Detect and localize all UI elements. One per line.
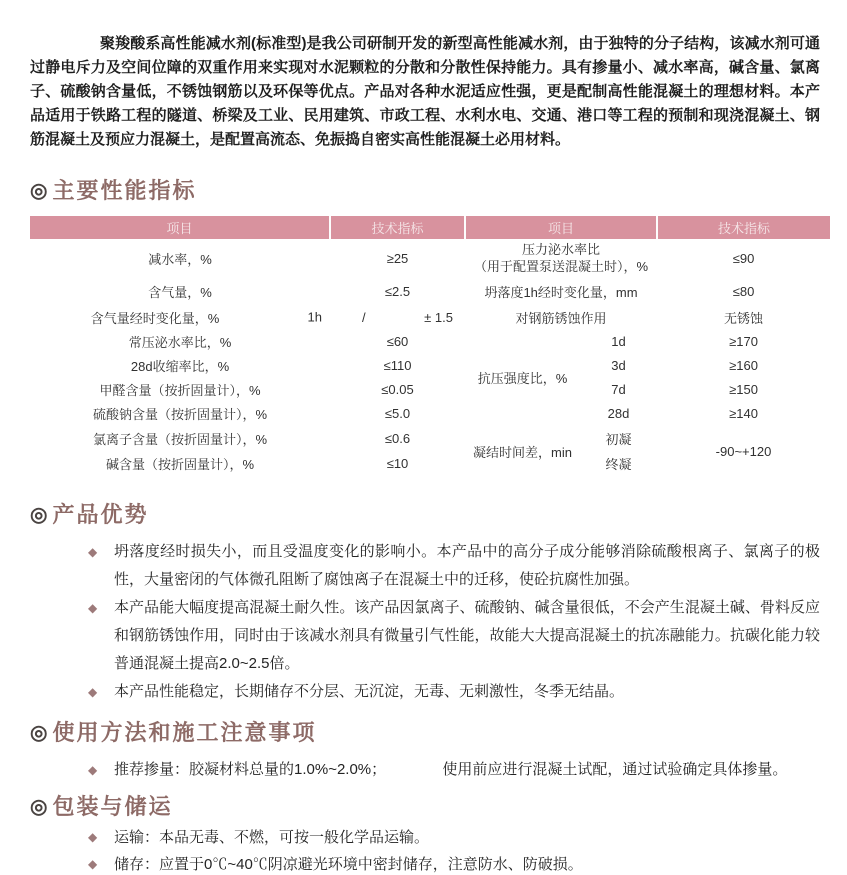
cell-slump-change-label: 坍落度1h经时变化量，mm: [484, 284, 638, 300]
storage-text: 储存：应置于0℃~40℃阴凉避光环境中密封储存，注意防水、防破损。: [114, 856, 583, 873]
cell-bleeding-ratio-label: 常压泌水率比，%: [128, 334, 232, 350]
table-row: [30, 426, 830, 451]
cell-slump-change-value: ≤80: [732, 283, 755, 299]
cell-compressive-label: 抗压强度比，%: [477, 371, 568, 386]
section-title-performance: 主要性能指标: [52, 178, 197, 203]
cell-sodium-sulfate-label: 硫酸钠含量（按折固量计），%: [92, 407, 268, 422]
section-title-usage: 使用方法和施工注意事项: [52, 720, 317, 745]
cell-air-content-label: 含气量，%: [148, 284, 212, 300]
diamond-bullet-icon: ◆: [88, 763, 98, 777]
usage-trial-note: 使用前应进行混凝土试配，通过试验确定具体掺量。: [442, 761, 788, 778]
transport-text: 运输：本品无毒、不燃，可按一般化学品运输。: [114, 829, 430, 846]
cell-sodium-sulfate-value: ≤5.0: [384, 406, 411, 421]
table-row: [30, 401, 830, 426]
cell-shrinkage-label: 28d收缩率比，%: [130, 358, 230, 374]
packing-list: [30, 824, 820, 875]
cell-alkali-value: ≤10: [386, 456, 409, 471]
air-change-value: ± 1.5: [424, 309, 453, 325]
advantage-item: [88, 594, 820, 678]
diamond-bullet-icon: ◆: [88, 857, 98, 871]
advantage-item: [88, 678, 820, 706]
advantage-text: 坍落度经时损失小，而且受温度变化的影响小。本产品中的高分子成分能够消除硫酸根离子、氯离子的极性，大量密闭的气体微孔阻断了腐蚀离子在混凝土中的迁移，使砼抗腐性加强。: [114, 543, 820, 588]
section-marker-icon: ◎: [30, 504, 48, 526]
table-row: [30, 305, 830, 329]
cell-setting-time-label: 凝结时间差，min: [473, 444, 572, 460]
table-row: [30, 329, 830, 353]
packing-item-transport: [88, 824, 820, 851]
cell-alkali-label: 碱含量（按折固量计），%: [105, 457, 255, 472]
cell-compressive-value-28d: ≥140: [729, 406, 758, 421]
section-title-packing: 包装与储运: [52, 794, 173, 819]
cell-formaldehyde-value: ≤0.05: [381, 381, 414, 397]
cell-setting-final: 终凝: [605, 457, 632, 472]
section-heading-performance: [30, 176, 820, 206]
table-header-row: [30, 216, 830, 239]
col-header-item-right: 项目: [465, 216, 657, 239]
cell-compressive-age-28d: 28d: [607, 406, 630, 421]
col-header-item-left: 项目: [30, 216, 330, 239]
section-title-advantages: 产品优势: [52, 502, 149, 527]
cell-setting-initial: 初凝: [605, 432, 632, 447]
table-row: [30, 277, 830, 305]
cell-formaldehyde-label: 甲醛含量（按折固量计），%: [99, 382, 261, 398]
section-heading-packing: [30, 792, 820, 822]
diamond-bullet-icon: ◆: [88, 685, 98, 699]
section-heading-usage: [30, 718, 820, 748]
cell-compressive-age-7d: 7d: [611, 381, 626, 397]
col-header-spec-left: 技术指标: [330, 216, 465, 239]
table-row: [30, 353, 830, 377]
cell-pressure-bleeding-label: [465, 239, 657, 277]
cell-compressive-value-7d: ≥150: [729, 381, 758, 397]
cell-air-change-value: [330, 305, 465, 329]
cell-air-content-value: ≤2.5: [384, 283, 411, 299]
cell-pressure-bleeding-value: ≤90: [732, 250, 755, 266]
section-heading-advantages: [30, 500, 820, 530]
usage-dosage: 推荐掺量：胶凝材料总量的1.0%~2.0%；: [114, 761, 387, 778]
advantages-list: [30, 538, 820, 706]
packing-item-storage: [88, 851, 820, 875]
advantage-text: 本产品性能稳定，长期储存不分层、无沉淀，无毒、无刺激性，冬季无结晶。: [114, 683, 625, 700]
performance-table: [30, 216, 830, 476]
pressure-bleeding-line1: 压力泌水率比: [522, 242, 601, 257]
cell-corrosion-value: 无锈蚀: [724, 310, 764, 326]
cell-compressive-value-3d: ≥160: [729, 357, 758, 373]
cell-chloride-label: 氯离子含量（按折固量计），%: [92, 432, 268, 447]
cell-setting-time-value: -90~+120: [715, 443, 772, 459]
cell-bleeding-ratio-value: ≤60: [386, 333, 409, 349]
diamond-bullet-icon: ◆: [88, 830, 98, 844]
col-header-spec-right: 技术指标: [657, 216, 830, 239]
air-change-label: 含气量经时变化量，%: [90, 310, 220, 326]
cell-water-reduction-label: 减水率，%: [148, 251, 212, 267]
air-change-time: 1h: [307, 309, 322, 325]
cell-shrinkage-value: ≤110: [383, 357, 412, 373]
cell-compressive-value-1d: ≥170: [729, 333, 758, 349]
table-row: [30, 239, 830, 277]
cell-compressive-age-1d: 1d: [611, 333, 626, 349]
air-change-slash: /: [362, 309, 366, 325]
cell-corrosion-label: 对钢筋锈蚀作用: [515, 310, 607, 326]
air-change-value-wrap: [330, 310, 465, 325]
intro-paragraph: 聚羧酸系高性能减水剂(标准型)是我公司研制开发的新型高性能减水剂，由于独特的分子结构，该减水剂可通过静电斥力及空间位障的双重作用来实现对水泥颗粒的分散和分散性保持能力。具有掺量小、减水率高，碱含量、氯离子、硫酸钠含量低，不锈蚀钢筋以及环保等优点。产品对各种水泥适应性强，更是配制高性能混凝土的理想材料。本产品适用于铁路工程的隧道、桥梁及工业、民用建筑、市政工程、水利水电、交通、港口等工程的预制和现浇混凝土、钢筋混凝土及预应力混凝土，是配置高流态、免振捣自密实高性能混凝土必用材料。: [30, 35, 820, 148]
usage-item: [88, 756, 820, 784]
section-marker-icon: ◎: [30, 180, 48, 202]
diamond-bullet-icon: ◆: [88, 601, 98, 615]
usage-text: [114, 756, 820, 784]
section-marker-icon: ◎: [30, 796, 48, 818]
table-row: [30, 377, 830, 401]
advantage-item: [88, 538, 820, 594]
cell-water-reduction-value: ≥25: [386, 250, 409, 266]
pressure-bleeding-line2: （用于配置泵送混凝土时），%: [473, 259, 649, 274]
cell-compressive-age-3d: 3d: [611, 357, 626, 373]
advantage-text: 本产品能大幅度提高混凝土耐久性。该产品因氯离子、硫酸钠、碱含量很低，不会产生混凝土碱、骨料反应和钢筋锈蚀作用，同时由于该减水剂具有微量引气性能，故能大大提高混凝土的抗冻融能力。抗碳化能力较普通混凝土提高2.0~2.5倍。: [114, 599, 820, 672]
section-marker-icon: ◎: [30, 722, 48, 744]
cell-air-change-label: [30, 305, 330, 329]
diamond-bullet-icon: ◆: [88, 545, 98, 559]
air-change-label-wrap: [30, 308, 330, 327]
cell-chloride-value: ≤0.6: [384, 431, 411, 446]
